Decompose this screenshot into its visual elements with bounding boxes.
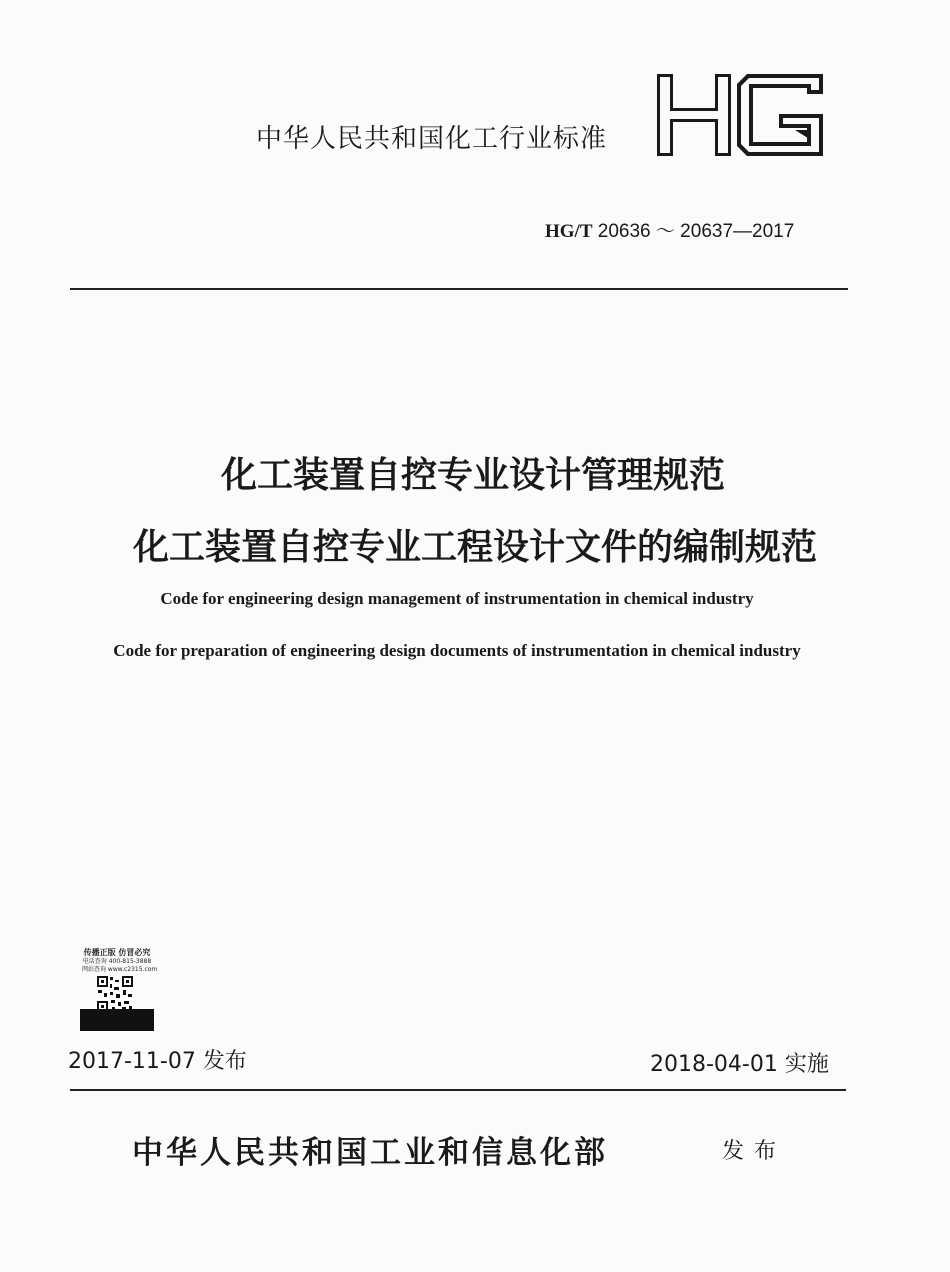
hg-logo xyxy=(655,70,827,160)
title-en-1: Code for engineering design management of instrumentation in chemical industry xyxy=(160,589,754,608)
stamp-black-bar xyxy=(80,1009,154,1031)
publish-label: 发布 xyxy=(722,1139,787,1164)
standard-number xyxy=(545,216,794,243)
publisher-name: 中华人民共和国工业和信息化部 xyxy=(132,1135,608,1171)
standard-number-rest: 20636 ～ 20637—2017 xyxy=(592,221,795,242)
stamp-text xyxy=(82,947,158,974)
issue-date: 2017-11-07 发布 xyxy=(68,1049,247,1074)
anti-counterfeit-stamp xyxy=(78,945,156,1033)
title-en-2: Code for preparation of engineering design documents of instrumentation in chemical industry xyxy=(113,641,801,660)
industry-standard-label: 中华人民共和国化工行业标准 xyxy=(256,124,608,154)
standard-number-prefix: HG/T xyxy=(545,221,593,242)
top-divider xyxy=(70,288,848,290)
qr-code-icon xyxy=(96,975,134,1013)
bottom-divider xyxy=(70,1089,846,1091)
stamp-line-3: 网站查询 www.c2315.com xyxy=(82,966,158,973)
stamp-line-1: 传播正版 仿冒必究 xyxy=(83,948,151,957)
stamp-line-2: 电话查询 400-815-3888 xyxy=(82,958,152,965)
title-cn-2: 化工装置自控专业工程设计文件的编制规范 xyxy=(132,527,817,568)
title-cn-1: 化工装置自控专业设计管理规范 xyxy=(220,455,725,496)
effective-date: 2018-04-01 实施 xyxy=(650,1052,829,1077)
